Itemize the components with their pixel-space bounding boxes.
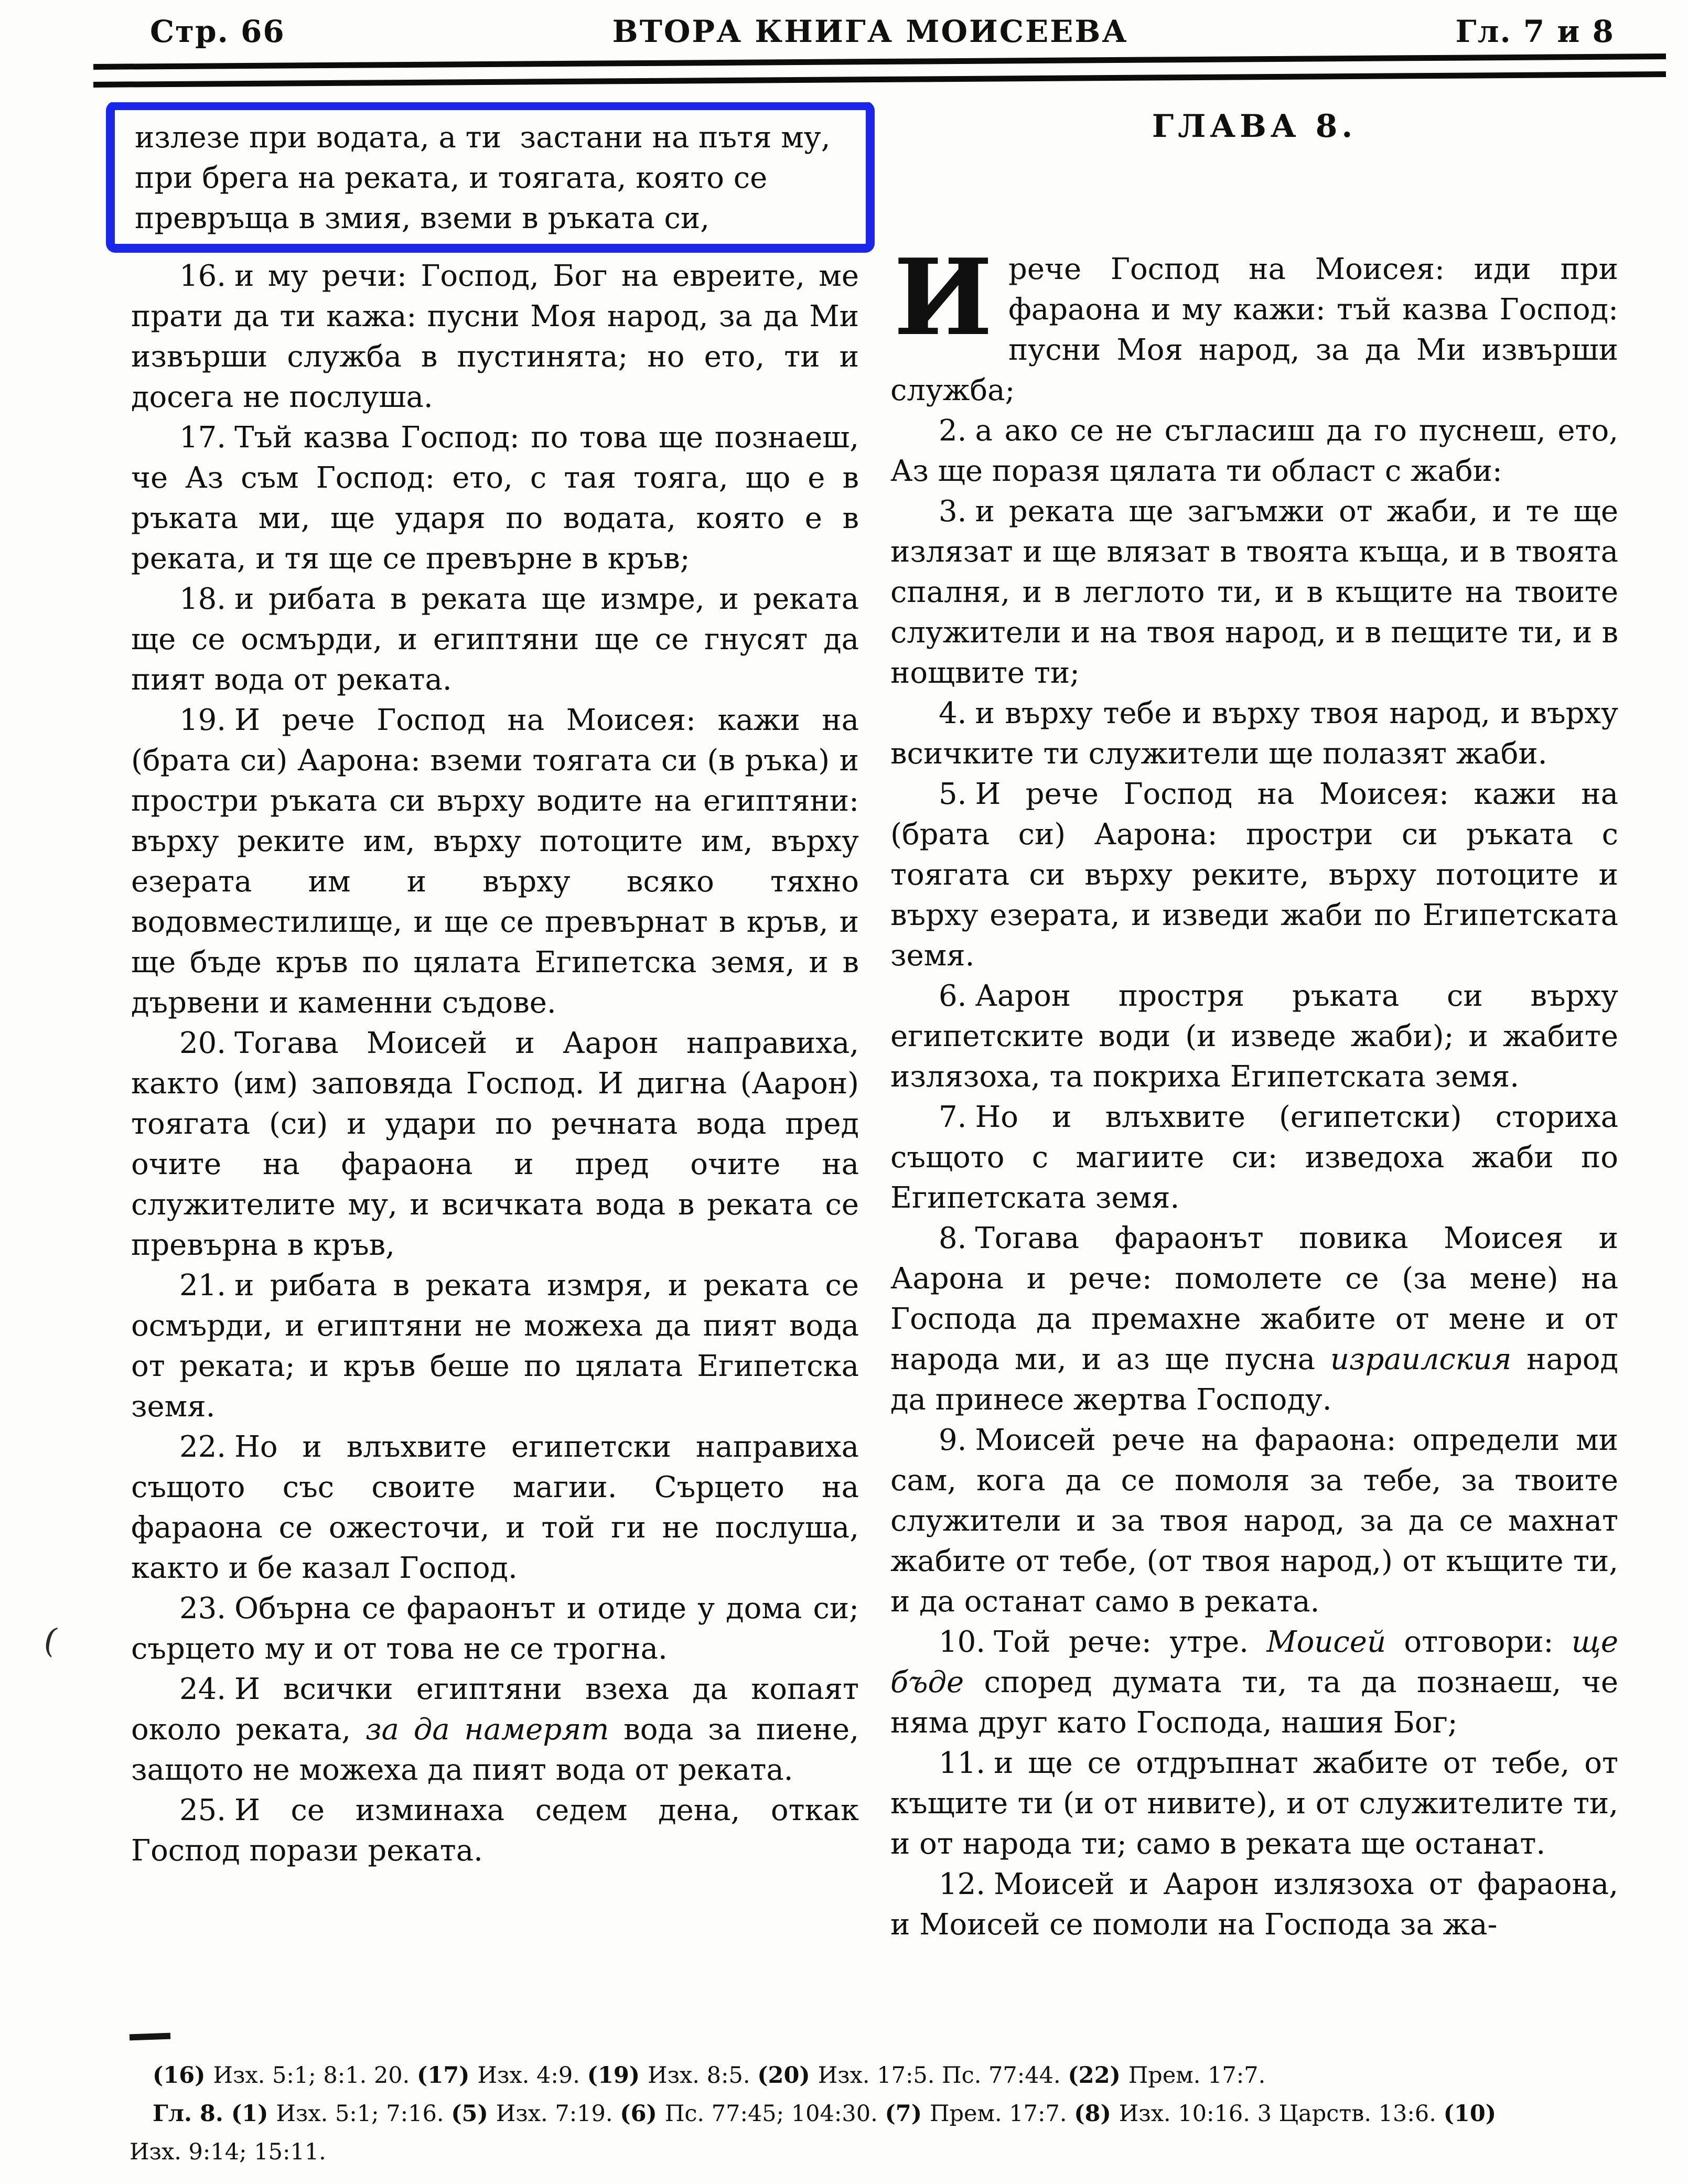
verse-7-18: [131, 579, 859, 700]
verse-number: 6.: [939, 979, 967, 1013]
verse-8-3: [890, 491, 1618, 693]
verse-number: 10.: [939, 1625, 986, 1659]
verse-text: Аарон простря ръката си върху египетските води (и изведе жаби); и жабите излязоха, та покриха Египетската земя.: [890, 979, 1618, 1094]
two-column-text: [0, 102, 1688, 1982]
verse-7-19: [131, 700, 859, 1023]
footnote-line-2: Гл. 8. (1) Изх. 5:1; 7:16. (5) Изх. 7:19. (6) Пс. 77:45; 104:30. (7) Прем. 17:7. (8) Изх. 10:16. 3 Царств. 13:6. (10): [153, 2101, 1497, 2127]
verse-number: 3.: [939, 494, 967, 529]
drop-cap-initial: И: [894, 236, 993, 359]
verse-text: и рибата в реката ще измре, и реката ще се осмърди, и египтяни ще се гнусят да пият вода от реката.: [131, 582, 859, 697]
verse-number: 5.: [939, 777, 967, 811]
verse-7-17: [131, 417, 859, 579]
highlighted-line: превръща в змия, вземи в ръката си,: [135, 201, 709, 235]
verse-8-9: [890, 1420, 1618, 1622]
verse-text: а ако се не съгласиш да го пуснеш, ето, Аз ще поразя цялата ти област с жаби:: [890, 414, 1618, 488]
verse-text: Но и влъхвите (египетски) сториха същото с магиите си: изведоха жаби по Египетската земя.: [890, 1100, 1618, 1215]
verse-number: 9.: [939, 1423, 967, 1457]
verse-text: И всички египтяни взеха да копаят около реката, за да намерят вода за пиене, защото не можеха да пият вода от реката.: [131, 1672, 859, 1787]
highlighted-line: излезе при водата, а ти застани на пътя му,: [135, 121, 831, 155]
footnote-separator-rule: [130, 2033, 170, 2041]
verse-7-21: [131, 1265, 859, 1427]
verse-7-16: [131, 256, 859, 417]
verse-8-10: [890, 1622, 1618, 1743]
verse-8-5: [890, 774, 1618, 976]
page-number-label: Стр. 66: [150, 14, 285, 49]
verse-text: Тогава Моисей и Аарон направиха, както (им) заповяда Господ. И дигна (Аарон) тоягата (си) и удари по речната вода пред очите на фараона и пред очите на служителите му, и всичката вода в реката се превърна в кръв,: [131, 1026, 859, 1262]
verse-number: 22.: [179, 1430, 227, 1464]
highlight-annotation-box: [106, 102, 875, 253]
verse-number: 25.: [179, 1793, 227, 1827]
page-header: [0, 0, 1688, 49]
right-column: [890, 102, 1618, 1982]
verse-8-2: [890, 411, 1618, 491]
book-title: ВТОРА КНИГА МОИСЕЕВА: [612, 14, 1128, 49]
verse-text: Тъй казва Господ: по това ще познаеш, че Аз съм Господ: ето, с тая тояга, що е в ръката ми, ще ударя по водата, която е в реката, и тя ще се превърне в кръв;: [131, 421, 859, 576]
verse-number: 16.: [179, 259, 227, 293]
verse-number: 7.: [939, 1100, 967, 1134]
header-rule-bottom: [93, 71, 1666, 88]
verse-number: 21.: [179, 1268, 227, 1303]
scan-artifact-mark: (: [40, 1620, 61, 1661]
verse-8-4: [890, 693, 1618, 774]
verse-number: 18.: [179, 582, 227, 616]
verse-text: и рибата в реката измря, и реката се осмърди, и египтяни не можеха да пият вода от реката; и кръв беше по цялата Египетска земя.: [131, 1268, 859, 1424]
verse-number: 24.: [179, 1672, 227, 1706]
verse-7-20: [131, 1023, 859, 1265]
verse-7-23: [131, 1588, 859, 1669]
verse-number: 19.: [179, 703, 227, 737]
verse-text: Моисей рече на фараона: определи ми сам, кога да се помоля за тебе, за твоите служители и за твоя народ, за да се махнат жабите от тебе, (от твоя народ,) от къщите ти, и да останат само в реката.: [890, 1423, 1618, 1619]
footnote-line-3: Изх. 9:14; 15:11.: [130, 2139, 326, 2165]
left-column: [131, 102, 859, 1982]
footnotes-block: [130, 2057, 1625, 2171]
verse-8-6: [890, 976, 1618, 1097]
verse-text: и му речи: Господ, Бог на евреите, ме прати да ти кажа: пусни Моя народ, за да Ми извърши служба в пустинята; но ето, ти и досега не послуша.: [131, 259, 859, 414]
verse-8-12: [890, 1864, 1618, 1945]
verse-text: Тогава фараонът повика Моисея и Аарона и рече: помолете се (за мене) на Господа да премахне жабите от мене и от народа ми, и аз ще пусна израилския народ да принесе жертва Господу.: [890, 1221, 1618, 1417]
verse-7-25: [131, 1790, 859, 1871]
verse-text: И рече Господ на Моисея: кажи на (брата си) Аарона: простри си ръката с тоягата си върху реките, върху потоците и върху езерата, и изведи жаби по Египетската земя.: [890, 777, 1618, 973]
verse-number: 17.: [179, 421, 227, 455]
verse-text: рече Господ на Моисея: иди при фараона и му кажи: тъй казва Господ: пусни Моя народ, за да Ми извърши служба;: [890, 252, 1618, 407]
verse-8-8: [890, 1218, 1618, 1420]
verse-text: и върху тебе и върху твоя народ, и върху всичките ти служители ще полазят жаби.: [890, 696, 1618, 771]
verse-number: 8.: [939, 1221, 967, 1255]
verse-number: 11.: [939, 1746, 986, 1780]
verse-text: Моисей и Аарон излязоха от фараона, и Моисей се помоли на Господа за жа-: [890, 1867, 1618, 1942]
chapter-range-label: Гл. 7 и 8: [1455, 14, 1615, 49]
verse-number: 12.: [939, 1867, 986, 1901]
verse-text: и реката ще загъмжи от жаби, и те ще излязат и ще влязат в твоята къща, и в твоята спалня, и в леглото ти, и в къщите на твоите служители и на твоя народ, и в пещите ти, и в нощвите ти;: [890, 494, 1618, 690]
verse-8-1: [890, 236, 1618, 411]
verse-text: и ще се отдръпнат жабите от тебе, от къщите ти (и от нивите), и от служителите ти, и от народа ти; само в реката ще останат.: [890, 1746, 1618, 1861]
highlighted-line: при брега на реката, и тоягата, която се: [135, 161, 768, 195]
verse-text: Той рече: утре. Моисей отговори: ще бъде според думата ти, та да познаеш, че няма друг като Господа, нашия Бог;: [890, 1625, 1618, 1740]
header-rule-top: [93, 53, 1666, 70]
verse-text: И се изминаха седем дена, откак Господ порази реката.: [131, 1793, 859, 1868]
verse-text: И рече Господ на Моисея: кажи на (брата си) Аарона: вземи тоягата си (в ръка) и простри ръката си върху водите на египтяни: върху реките им, върху потоците им, върху езерата им и върху всяко тяхно водовместилище, и ще се превърнат в кръв, и ще бъде кръв по цялата Египетска земя, и в дървени и каменни съдове.: [131, 703, 859, 1020]
verse-text: Обърна се фараонът и отиде у дома си; сърцето му и от това не се трогна.: [131, 1591, 859, 1666]
verse-number: 23.: [179, 1591, 227, 1626]
chapter-heading: ГЛАВА 8.: [1152, 108, 1357, 145]
verse-text: Но и влъхвите египетски направиха същото със своите магии. Сърцето на фараона се ожесточи, и той ги не послуша, както и бе казал Господ.: [131, 1430, 859, 1585]
verse-number: 20.: [179, 1026, 227, 1060]
footnote-line-1: (16) Изх. 5:1; 8:1. 20. (17) Изх. 4:9. (19) Изх. 8:5. (20) Изх. 17:5. Пс. 77:44. (22) Прем. 17:7.: [153, 2062, 1266, 2089]
verse-number: 4.: [939, 696, 967, 730]
verse-8-11: [890, 1743, 1618, 1864]
verse-number: 2.: [939, 414, 967, 448]
verse-7-24: [131, 1669, 859, 1790]
verse-7-22: [131, 1427, 859, 1588]
verse-8-7: [890, 1097, 1618, 1218]
